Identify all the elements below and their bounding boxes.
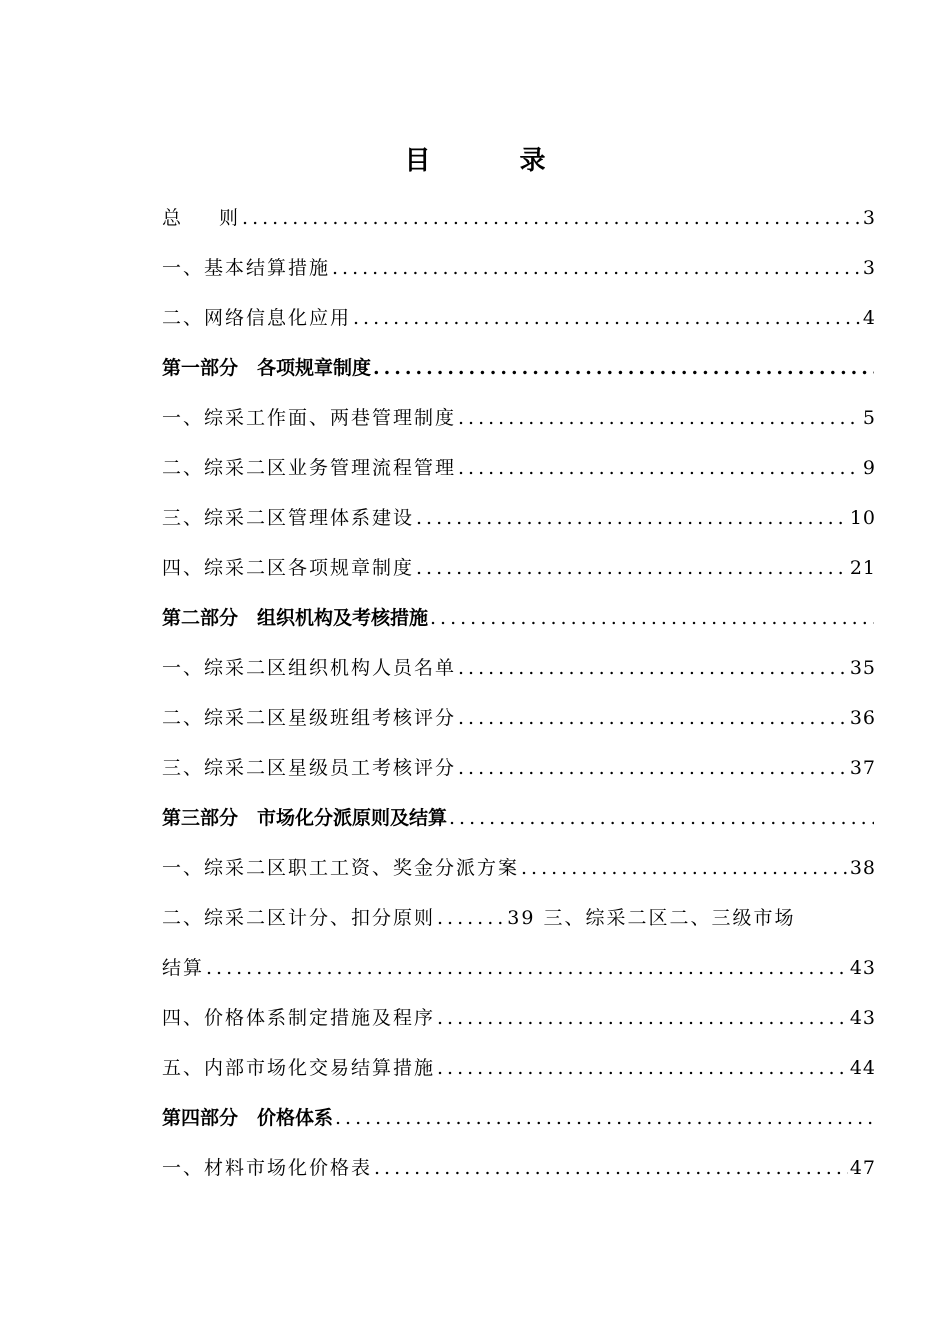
toc-dot-leader [371,343,874,393]
toc-entry[interactable] [162,543,876,593]
toc-entry[interactable] [162,643,876,693]
toc-dot-leader [456,643,848,693]
toc-dot-leader [519,843,848,893]
toc-part-label: 第二部分 组织机构及考核措施 [162,607,429,629]
toc-dot-leader [204,943,848,993]
toc-entry-general[interactable] [162,193,876,243]
toc-entry[interactable] [162,943,876,993]
toc-dot-leader [447,793,874,843]
toc-entry[interactable] [162,693,876,743]
toc-entry-label: 三、综采二区管理体系建设 [162,507,415,529]
toc-page-number: 3 [862,207,876,229]
toc-dot-leader [333,1093,874,1143]
toc-page-number: 44 [849,1057,876,1079]
toc-entry-label: 一、综采工作面、两巷管理制度 [162,407,457,429]
toc-page-number: 43 [849,1007,876,1029]
toc-entry[interactable] [162,243,876,293]
page-title: 目 录 [404,146,586,176]
toc-part-label: 第一部分 各项规章制度 [162,357,372,379]
toc-entry-label: 一、综采二区组织机构人员名单 [162,657,457,679]
toc-dot-leader [372,1143,848,1193]
toc-entry-label: 一、基本结算措施 [162,257,331,279]
toc-entry-label: 总 则 [162,207,241,229]
toc-page-number: 3 [862,257,876,279]
toc-entry-label: 四、价格体系制定措施及程序 [162,1007,436,1029]
toc-page-number: 9 [862,457,876,479]
toc-page-number: 10 [849,507,876,529]
toc-entry-label: 五、内部市场化交易结算措施 [162,1057,436,1079]
toc-entry-wrapped[interactable] [162,893,876,943]
toc-entry-label: 二、网络信息化应用 [162,307,352,329]
toc-entry[interactable] [162,993,876,1043]
toc-dot-leader [456,443,861,493]
toc-part-heading[interactable] [162,793,876,843]
toc-part-label: 第三部分 市场化分派原则及结算 [162,807,448,829]
toc-dot-leader [240,193,861,243]
toc-page-number: 36 [849,707,876,729]
toc-page-number: 21 [849,557,876,579]
toc-entry-label: 四、综采二区各项规章制度 [162,557,415,579]
toc-entry-label: 三、综采二区星级员工考核评分 [162,757,457,779]
toc-entry-label: 结算 [162,957,205,979]
toc-page-number: 38 [849,857,876,879]
toc-dot-leader [456,693,848,743]
toc-entry-label: 一、综采二区职工工资、奖金分派方案 [162,857,520,879]
toc-dot-leader [330,243,861,293]
toc-page-number: 43 [849,957,876,979]
toc-entry-label: 二、综采二区星级班组考核评分 [162,707,457,729]
toc-entry[interactable] [162,293,876,343]
toc-entry[interactable] [162,443,876,493]
toc-page-number: 4 [862,307,876,329]
toc-dot-leader [435,993,848,1043]
toc-entry-label: 二、综采二区计分、扣分原则 [162,907,436,929]
toc-part-heading[interactable] [162,1093,876,1143]
toc-dot-leader [435,1043,848,1093]
toc-dot-leader [456,393,861,443]
toc-dot-leader [456,743,848,793]
toc-part-label: 第四部分 价格体系 [162,1107,334,1129]
toc-part-heading[interactable] [162,343,876,393]
toc-part-heading[interactable] [162,593,876,643]
toc-entry[interactable] [162,843,876,893]
toc-dot-leader [428,593,874,643]
table-of-contents [162,193,876,1193]
toc-entry[interactable] [162,393,876,443]
toc-page-number: 5 [862,407,876,429]
toc-dot-leader [435,893,507,943]
toc-entry[interactable] [162,743,876,793]
toc-entry[interactable] [162,493,876,543]
toc-dot-leader [351,293,861,343]
toc-page-number: 37 [849,757,876,779]
toc-entry-continuation: 39 三、综采二区二、三级市场 [507,907,796,929]
toc-entry[interactable] [162,1143,876,1193]
toc-entry-label: 二、综采二区业务管理流程管理 [162,457,457,479]
toc-entry[interactable] [162,1043,876,1093]
toc-page-number: 47 [849,1157,876,1179]
toc-page-number: 35 [849,657,876,679]
toc-dot-leader [414,493,848,543]
toc-entry-label: 一、材料市场化价格表 [162,1157,373,1179]
toc-dot-leader [414,543,848,593]
